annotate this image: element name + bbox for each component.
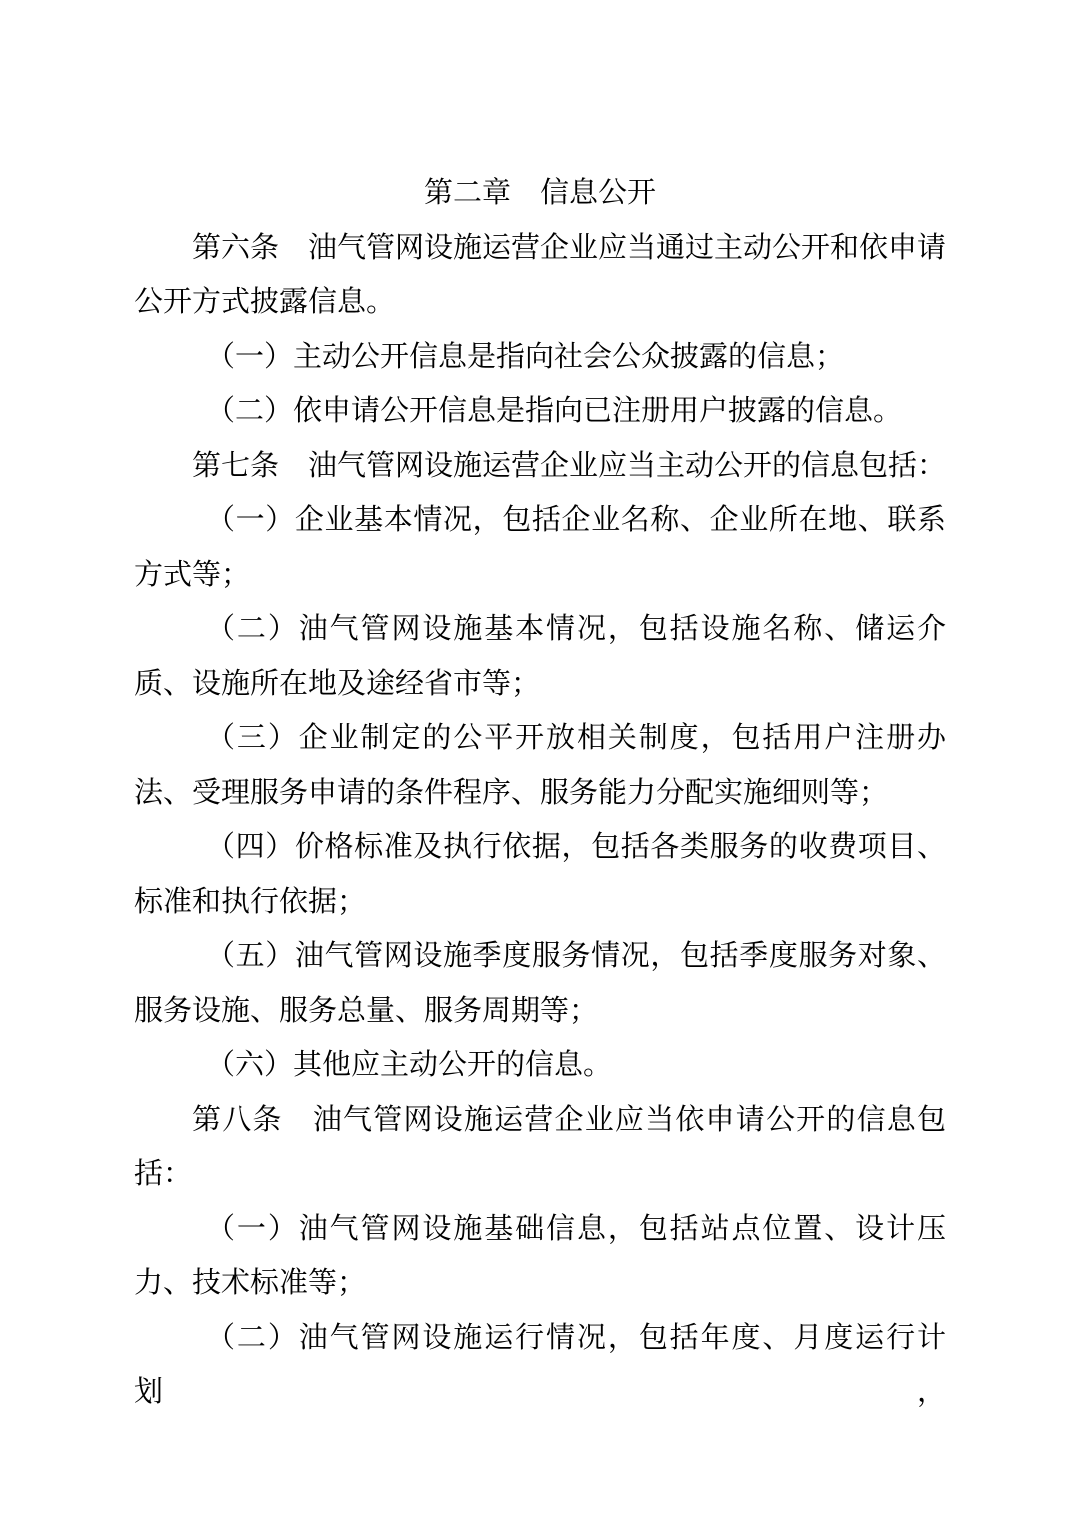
article-6-item-2: （二）依申请公开信息是指向已注册用户披露的信息。: [206, 393, 903, 427]
chapter-title: 第二章 信息公开: [423, 175, 656, 209]
document-body: [134, 165, 946, 1419]
article-8-item-1: （一）油气管网设施基础信息，包括站点位置、设计压力、技术标准等；: [134, 1210, 946, 1299]
article-7-item-4: （四）价格标准及执行依据，包括各类服务的收费项目、标准和执行依据；: [134, 829, 946, 918]
article-7-item-3: （三）企业制定的公平开放相关制度，包括用户注册办法、受理服务申请的条件程序、服务能力分配实施细则等；: [134, 720, 946, 809]
article-7: 第七条 油气管网设施运营企业应当主动公开的信息包括：: [192, 447, 947, 482]
article-7-item-6: （六）其他应主动公开的信息。: [206, 1047, 613, 1081]
article-6-item-1: （一）主动公开信息是指向社会公众披露的信息；: [206, 338, 845, 373]
article-7-item-5: （五）油气管网设施季度服务情况，包括季度服务对象、服务设施、服务总量、服务周期等；: [134, 938, 946, 1027]
article-7-item-1: （一）企业基本情况，包括企业名称、企业所在地、联系方式等；: [134, 502, 946, 591]
article-6: 第六条 油气管网设施运营企业应当通过主动公开和依申请公开方式披露信息。: [134, 229, 947, 318]
article-8-item-2: （二）油气管网设施运行情况，包括年度、月度运行计划，: [134, 1319, 946, 1408]
article-8: 第八条 油气管网设施运营企业应当依申请公开的信息包括：: [134, 1101, 946, 1190]
article-7-item-2: （二）油气管网设施基本情况，包括设施名称、储运介质、设施所在地及途经省市等；: [134, 611, 946, 700]
